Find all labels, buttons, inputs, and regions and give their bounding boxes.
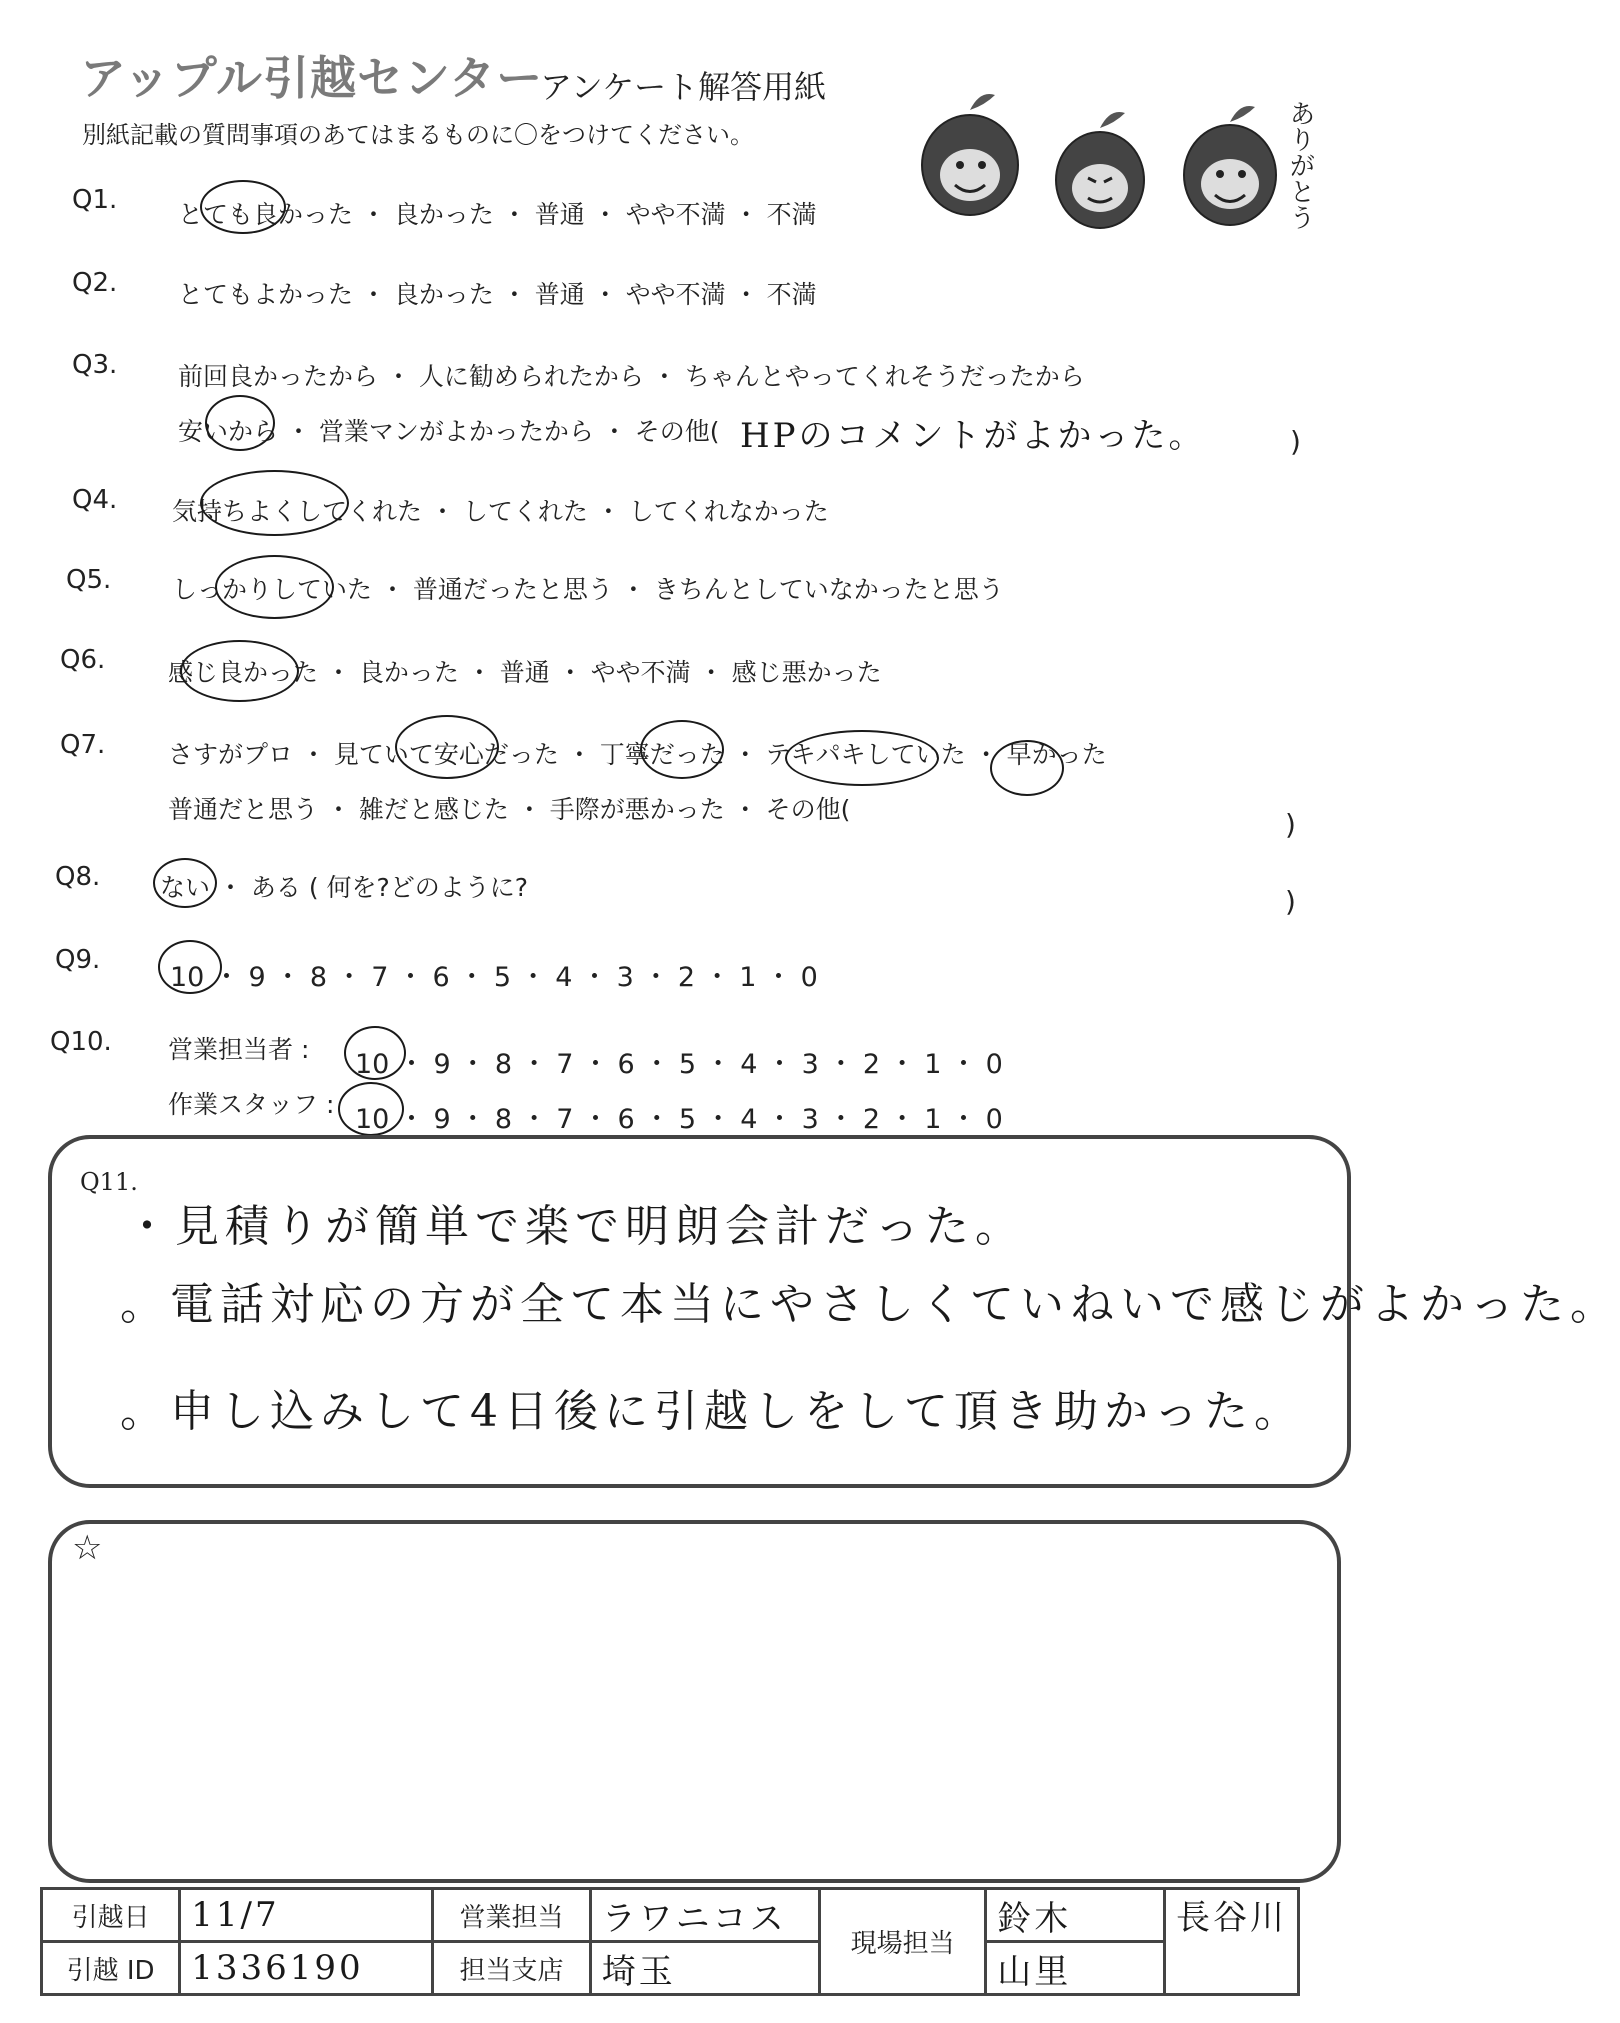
q11-label: Q11.	[80, 1168, 138, 1196]
q7-options-line1: さすがプロ ・ 見ていて安心だった ・ 丁寧だった ・ テキパキしていた ・ 早かった	[168, 740, 1107, 769]
q2-options: とてもよかった ・ 良かった ・ 普通 ・ やや不満 ・ 不満	[178, 280, 817, 309]
q10-label: Q10.	[50, 1027, 112, 1057]
q11-comment-line-1: ・見積りが簡単で楽で明朗会計だった。	[125, 1201, 1025, 1252]
branch-value: 埼玉	[601, 1951, 676, 1992]
move-date-value: 11/7	[191, 1895, 280, 1935]
q3-label: Q3.	[72, 350, 118, 380]
instructions: 別紙記載の質問事項のあてはまるものに〇をつけてください。	[82, 121, 754, 149]
q1-selection-mark	[200, 180, 286, 234]
q10-staff-scale: 10 ・ 9 ・ 8 ・ 7 ・ 6 ・ 5 ・ 4 ・ 3 ・ 2 ・ 1 ・ 0	[355, 1104, 1003, 1135]
site-staff-value-1: 鈴木	[997, 1898, 1072, 1939]
q11-comment-line-3: 。申し込みして4日後に引越しをして頂き助かった。	[120, 1386, 1304, 1437]
q6-selection-mark	[180, 640, 299, 702]
q11-comment-line-2: 。電話対応の方が全て本当にやさしくていねいで感じがよかった。	[120, 1279, 1620, 1330]
free-comment-box	[48, 1520, 1341, 1883]
q3-options-line1: 前回良かったから ・ 人に勧められたから ・ ちゃんとやってくれそうだったから	[178, 362, 1085, 391]
q10-sales-scale: 10 ・ 9 ・ 8 ・ 7 ・ 6 ・ 5 ・ 4 ・ 3 ・ 2 ・ 1 ・ 0	[355, 1049, 1003, 1080]
form-subtitle: アンケート解答用紙	[540, 68, 827, 106]
q10-staff-selection-mark	[338, 1082, 404, 1136]
sales-rep-value: ラワニコス	[601, 1898, 787, 1939]
move-id-label: 引越 ID	[42, 1942, 180, 1995]
mascot-gorillas-illustration	[900, 70, 1340, 250]
q3-selection-mark	[205, 395, 275, 451]
q9-label: Q9.	[55, 945, 101, 975]
q4-selection-mark	[200, 470, 349, 536]
move-id-value: 1336190	[191, 1948, 364, 1988]
site-staff-value-2: 山里	[997, 1951, 1072, 1992]
arigatou-text: ありがとう	[1285, 100, 1315, 230]
q9-selection-mark	[158, 940, 222, 994]
move-date-label: 引越日	[42, 1889, 180, 1942]
company-title: アップル引越センター	[80, 51, 544, 105]
q8-options: ない ・ ある ( 何を?どのように?	[160, 873, 529, 902]
q8-label: Q8.	[55, 862, 101, 892]
q5-selection-mark	[215, 555, 334, 619]
q1-label: Q1.	[72, 185, 118, 215]
q8-selection-mark	[153, 858, 217, 908]
q10-sales-label: 営業担当者 :	[168, 1035, 310, 1064]
q6-label: Q6.	[60, 645, 106, 675]
q7-mark-anshin	[395, 715, 499, 779]
q7-mark-hayakatta	[990, 740, 1064, 796]
q4-label: Q4.	[72, 485, 118, 515]
q3-options-line2: 安いから ・ 営業マンがよかったから ・ その他(	[178, 417, 720, 446]
q3-other-handwritten: HPのコメントがよかった。	[740, 416, 1206, 456]
q5-options: しっかりしていた ・ 普通だったと思う ・ きちんとしていなかったと思う	[172, 575, 1004, 604]
star-icon: ☆	[72, 1528, 103, 1568]
q7-close-paren: )	[1285, 808, 1296, 841]
q1-options: とても良かった ・ 良かった ・ 普通 ・ やや不満 ・ 不満	[178, 200, 817, 229]
site-staff-label: 現場担当	[820, 1889, 986, 1995]
q4-options: 気持ちよくしてくれた ・ してくれた ・ してくれなかった	[172, 497, 829, 526]
q2-label: Q2.	[72, 268, 118, 298]
footer-info-table	[40, 1887, 1300, 1996]
q6-options: 感じ良かった ・ 良かった ・ 普通 ・ やや不満 ・ 感じ悪かった	[168, 658, 882, 687]
q10-staff-label: 作業スタッフ :	[168, 1090, 335, 1119]
q9-scale: 10 ・ 9 ・ 8 ・ 7 ・ 6 ・ 5 ・ 4 ・ 3 ・ 2 ・ 1 ・ 0	[170, 962, 818, 993]
q3-close-paren: )	[1290, 425, 1301, 458]
q7-mark-tekipaki	[785, 730, 939, 786]
site-staff-value-3: 長谷川	[1176, 1898, 1287, 1938]
q7-options-line2: 普通だと思う ・ 雑だと感じた ・ 手際が悪かった ・ その他(	[168, 795, 851, 824]
branch-label: 担当支店	[433, 1942, 591, 1995]
q8-close-paren: )	[1285, 885, 1296, 918]
sales-rep-label: 営業担当	[433, 1889, 591, 1942]
q7-label: Q7.	[60, 730, 106, 760]
q10-sales-selection-mark	[344, 1026, 406, 1080]
q7-mark-teinei	[640, 720, 724, 779]
q5-label: Q5.	[66, 565, 112, 595]
